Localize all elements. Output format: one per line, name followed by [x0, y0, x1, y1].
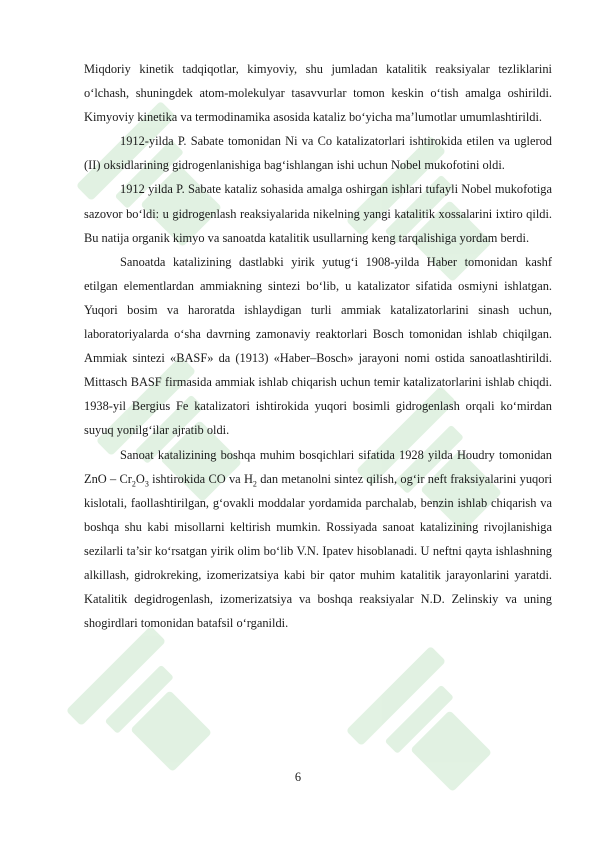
paragraph-5-text: Sanoat katalizining boshqa muhim bosqichlari sifatida 1928 yilda Houdry tomonidan ZnO – Cr	[84, 447, 552, 486]
paragraph-2: 1912-yilda P. Sabate tomonidan Ni va Co katalizatorlari ishtirokida etilen va uglerod (II) oksidlarining gidrogenlanishiga bag‘ishlangan ishi uchun Nobel mukofotini oldi.	[84, 134, 552, 173]
subscript: 3	[144, 479, 149, 489]
paragraph-3: 1912 yilda P. Sabate kataliz sohasida amalga oshirgan ishlari tufayli Nobel mukofotiga sazovor bo‘ldi: u gidrogenlash reaksiyalarida nikelning yangi katalitik xossalarini ixtiro qildi. Bu natija organik kimyo va sanoatda katalitik usullarning keng tarqalishiga yordam berdi.	[84, 182, 552, 245]
paragraph-5-text: dan metanolni sintez qilish, og‘ir neft fraksiyalarini yuqori kislotali, faollashtirilgan, g‘ovakli moddalar yordamida parchalab, benzin ishlab chiqarish va boshqa shu kabi misollarni keltirish mumkin. Rossiyada sanoat katalizining rivojlanishiga sezilarli ta’sir ko‘rsatgan yirik olim bo‘lib V.N. Ipatev hisoblanadi. U neftni qayta ishlashning alkillash, gidrokreking, izomerizatsiya kabi bir qator muhim katalitik jarayonlarini yaratdi. Katalitik degidrogenlash, izomerizatsiya va boshqa reaksiyalar N.D. Zelinskiy va uning shogirdlari tomonidan batafsil o‘rganildi.	[84, 471, 553, 631]
paragraph-5	[84, 443, 552, 636]
subscript: 2	[131, 479, 136, 489]
document-body	[84, 57, 552, 635]
subscript: 2	[252, 479, 257, 489]
paragraph-5-text: O	[135, 471, 145, 486]
paragraph-5-text: ishtirokida CO va H	[148, 471, 253, 486]
page-number: 6	[294, 770, 302, 784]
paragraph-1: Miqdoriy kinetik tadqiqotlar, kimyoviy, shu jumladan katalitik reaksiyalar tezliklarini o‘lchash, shuningdek atom-molekulyar tasavvurlar tomon keskin o‘tish amalga oshirildi. Kimyoviy kinetika va termodinamika asosida kataliz bo‘yicha ma’lumotlar umumlashtirildi.	[84, 62, 552, 125]
paragraph-4: Sanoatda katalizining dastlabki yirik yutug‘i 1908-yilda Haber tomonidan kashf etilgan elementlardan ammiakning sintezi bo‘lib, u katalizator sifatida osmiyni ishlatgan. Yuqori bosim va haroratda ishlaydigan turli ammiak katalizatorlarini sinash uchun, laboratoriyalarda o‘sha davrning zamonaviy reaktorlari Bosch tomonidan ishlab chiqilgan. Ammiak sintezi «BASF» da (1913) «Haber–Bosch» jarayoni nomi ostida sanoatlashtirildi. Mittasch BASF firmasida ammiak ishlab chiqarish uchun temir katalizatorlarini ishlab chiqdi. 1938-yil Bergius Fe katalizatori ishtirokida yuqori bosimli gidrogenlash orqali ko‘mirdan suyuq yonilg‘ilar ajratib oldi.	[84, 254, 552, 438]
book-logo-icon	[346, 646, 515, 815]
